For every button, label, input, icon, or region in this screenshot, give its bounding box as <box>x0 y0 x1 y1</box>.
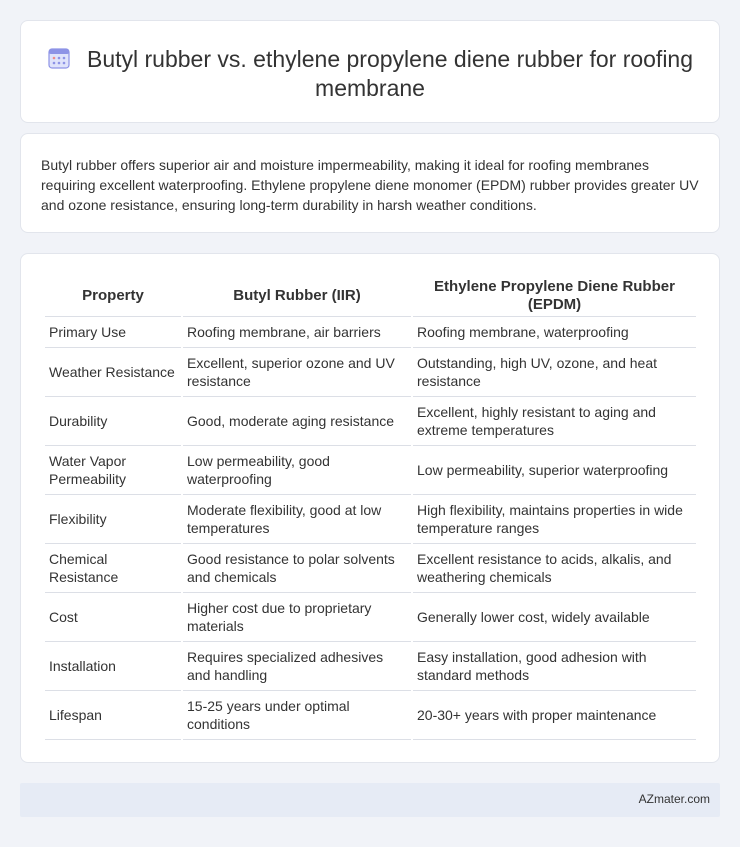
butyl-cell: Requires specialized adhesives and handling <box>183 642 411 691</box>
epdm-cell: 20-30+ years with proper maintenance <box>413 691 696 740</box>
header-property: Property <box>45 276 181 317</box>
comparison-card <box>20 253 720 763</box>
footer-bar <box>20 783 720 817</box>
intro-paragraph: Butyl rubber offers superior air and moisture impermeability, making it ideal for roofing membranes requiring excellent waterproofing. Ethylene propylene diene monomer (EPDM) rubber provides greater UV and ozone resistance, ensuring long-term durability in harsh weather conditions. <box>41 157 699 213</box>
page-title-wrap <box>21 45 719 103</box>
table-row <box>45 544 696 593</box>
title-card <box>20 20 720 123</box>
property-cell: Cost <box>45 593 181 642</box>
header-butyl: Butyl Rubber (IIR) <box>183 276 411 317</box>
epdm-cell: Generally lower cost, widely available <box>413 593 696 642</box>
table-row <box>45 446 696 495</box>
butyl-cell: Roofing membrane, air barriers <box>183 317 411 348</box>
butyl-cell: Higher cost due to proprietary materials <box>183 593 411 642</box>
property-cell: Water Vapor Permeability <box>45 446 181 495</box>
epdm-cell: Excellent resistance to acids, alkalis, and weathering chemicals <box>413 544 696 593</box>
property-cell: Chemical Resistance <box>45 544 181 593</box>
table-row <box>45 317 696 348</box>
table-row <box>45 593 696 642</box>
property-cell: Weather Resistance <box>45 348 181 397</box>
table-row <box>45 642 696 691</box>
epdm-cell: High flexibility, maintains properties in wide temperature ranges <box>413 495 696 544</box>
epdm-cell: Roofing membrane, waterproofing <box>413 317 696 348</box>
butyl-cell: Good, moderate aging resistance <box>183 397 411 446</box>
header-epdm: Ethylene Propylene Diene Rubber (EPDM) <box>413 276 696 317</box>
butyl-cell: Good resistance to polar solvents and chemicals <box>183 544 411 593</box>
intro-card <box>20 133 720 233</box>
butyl-cell: Moderate flexibility, good at low temperatures <box>183 495 411 544</box>
property-cell: Durability <box>45 397 181 446</box>
epdm-cell: Excellent, highly resistant to aging and extreme temperatures <box>413 397 696 446</box>
footer-brand: AZmater.com <box>638 792 710 806</box>
table-row <box>45 348 696 397</box>
calendar-icon <box>47 46 71 70</box>
table-row <box>45 397 696 446</box>
butyl-cell: 15-25 years under optimal conditions <box>183 691 411 740</box>
table-header-row <box>45 276 696 317</box>
butyl-cell: Excellent, superior ozone and UV resistance <box>183 348 411 397</box>
butyl-cell: Low permeability, good waterproofing <box>183 446 411 495</box>
property-cell: Primary Use <box>45 317 181 348</box>
property-cell: Flexibility <box>45 495 181 544</box>
property-cell: Lifespan <box>45 691 181 740</box>
epdm-cell: Low permeability, superior waterproofing <box>413 446 696 495</box>
property-cell: Installation <box>45 642 181 691</box>
epdm-cell: Easy installation, good adhesion with standard methods <box>413 642 696 691</box>
page-title: Butyl rubber vs. ethylene propylene diene rubber for roofing membrane <box>86 46 694 101</box>
comparison-table <box>43 276 698 740</box>
epdm-cell: Outstanding, high UV, ozone, and heat resistance <box>413 348 696 397</box>
table-row <box>45 495 696 544</box>
table-row <box>45 691 696 740</box>
